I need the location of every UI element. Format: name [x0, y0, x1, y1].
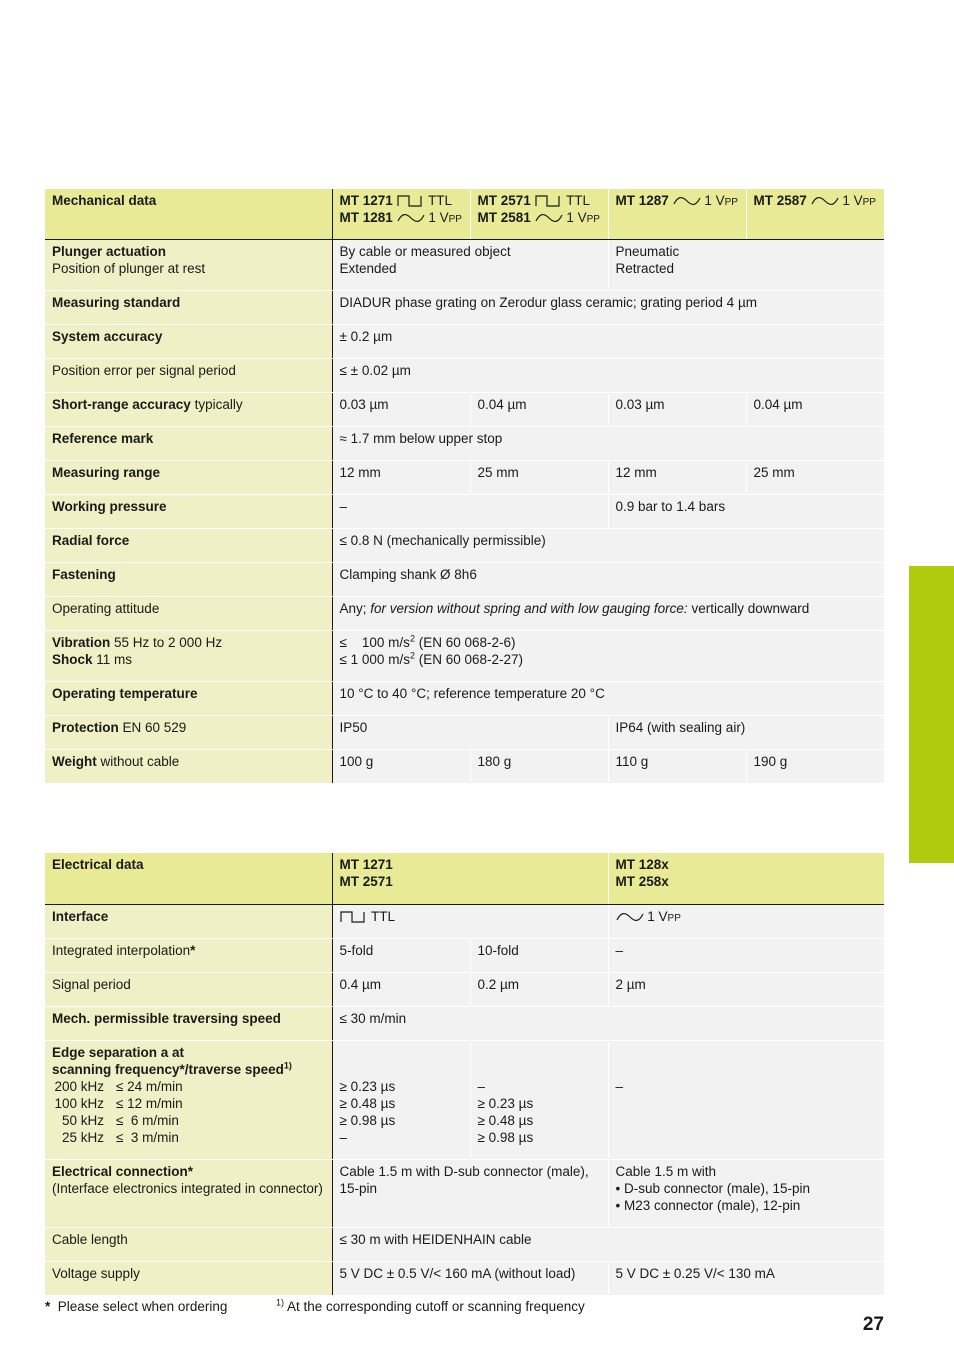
- value-signal-period-2: 0.2 µm: [470, 972, 608, 1006]
- ttl-square-wave-icon: [535, 195, 563, 207]
- row-measuring-range: [45, 460, 884, 494]
- label-cable-length: Cable length: [45, 1227, 332, 1261]
- value-vibration-shock: ≤ 100 $m/s^2$ (EN 60 068-2-6) ≤ 1 000 $m/s^2$ (EN 60 068-2-27): [332, 630, 884, 681]
- row-interface: [45, 904, 884, 938]
- value-interpolation-1: 5-fold: [332, 938, 470, 972]
- electrical-data-table: [45, 853, 884, 1296]
- value-measuring-range-1: 12 mm: [332, 460, 470, 494]
- row-reference-mark: [45, 426, 884, 460]
- label-protection: Protection EN 60 529: [45, 715, 332, 749]
- value-operating-attitude: Any; for version without spring and with low gauging force: vertically downward: [332, 596, 884, 630]
- footnote-1: $^{1)}$ At the corresponding cutoff or scanning frequency: [276, 1297, 585, 1314]
- label-system-accuracy: System accuracy: [45, 324, 332, 358]
- sine-wave-icon: [673, 195, 701, 207]
- mechanical-header-row: [45, 189, 884, 239]
- page-number: 27: [862, 1314, 884, 1335]
- mechanical-header-col2: MT 2571 TTL MT 2581 1 VPP: [470, 189, 608, 239]
- row-protection: [45, 715, 884, 749]
- row-cable-length: [45, 1227, 884, 1261]
- row-working-pressure: [45, 494, 884, 528]
- row-operating-temperature: [45, 681, 884, 715]
- value-measuring-range-3: 12 mm: [608, 460, 746, 494]
- row-position-error: [45, 358, 884, 392]
- mechanical-header-col4: MT 2587 1 VPP: [746, 189, 884, 239]
- value-weight-3: 110 g: [608, 749, 746, 783]
- mechanical-header-col1: MT 1271 TTL MT 1281 1 VPP: [332, 189, 470, 239]
- value-protection-2: IP64 (with sealing air): [608, 715, 884, 749]
- electrical-header-col2: MT 128x MT 258x: [608, 853, 884, 904]
- value-electrical-connection-2: Cable 1.5 m with • D-sub connector (male), 15-pin • M23 connector (male), 12-pin: [608, 1159, 884, 1227]
- value-reference-mark: ≈ 1.7 mm below upper stop: [332, 426, 884, 460]
- value-measuring-range-2: 25 mm: [470, 460, 608, 494]
- value-voltage-supply-2: 5 V DC ± 0.25 V/< 130 mA: [608, 1261, 884, 1295]
- label-reference-mark: Reference mark: [45, 426, 332, 460]
- label-radial-force: Radial force: [45, 528, 332, 562]
- value-fastening: Clamping shank Ø 8h6: [332, 562, 884, 596]
- ttl-square-wave-icon: [397, 195, 425, 207]
- value-operating-temperature: 10 °C to 40 °C; reference temperature 20 °C: [332, 681, 884, 715]
- value-interface-2: 1 VPP: [608, 904, 884, 938]
- value-radial-force: ≤ 0.8 N (mechanically permissible): [332, 528, 884, 562]
- electrical-header-label: Electrical data: [45, 853, 332, 904]
- sine-wave-icon: [811, 195, 839, 207]
- electrical-header-row: [45, 853, 884, 904]
- row-weight: [45, 749, 884, 783]
- value-working-pressure-1: –: [332, 494, 608, 528]
- value-traversing-speed: ≤ 30 m/min: [332, 1006, 884, 1040]
- mechanical-data-table: [45, 189, 884, 784]
- label-position-error: Position error per signal period: [45, 358, 332, 392]
- value-short-range-3: 0.03 µm: [608, 392, 746, 426]
- row-voltage-supply: [45, 1261, 884, 1295]
- value-edge-separation-2: – ≥ 0.23 µs ≥ 0.48 µs ≥ 0.98 µs: [470, 1040, 608, 1159]
- label-plunger-actuation: Plunger actuation Position of plunger at rest: [45, 239, 332, 290]
- value-working-pressure-2: 0.9 bar to 1.4 bars: [608, 494, 884, 528]
- value-short-range-1: 0.03 µm: [332, 392, 470, 426]
- label-weight: Weight without cable: [45, 749, 332, 783]
- row-signal-period: [45, 972, 884, 1006]
- value-interpolation-2: 10-fold: [470, 938, 608, 972]
- label-interface: Interface: [45, 904, 332, 938]
- label-integrated-interpolation: Integrated interpolation*: [45, 938, 332, 972]
- value-short-range-4: 0.04 µm: [746, 392, 884, 426]
- label-voltage-supply: Voltage supply: [45, 1261, 332, 1295]
- value-electrical-connection-1: Cable 1.5 m with D-sub connector (male), 15-pin: [332, 1159, 608, 1227]
- label-working-pressure: Working pressure: [45, 494, 332, 528]
- value-cable-length: ≤ 30 m with HEIDENHAIN cable: [332, 1227, 884, 1261]
- row-vibration-shock: [45, 630, 884, 681]
- value-edge-separation-3: –: [608, 1040, 884, 1159]
- row-traversing-speed: [45, 1006, 884, 1040]
- row-plunger-actuation: [45, 239, 884, 290]
- sine-wave-icon: [397, 212, 425, 224]
- row-short-range-accuracy: [45, 392, 884, 426]
- sine-wave-icon: [535, 212, 563, 224]
- label-electrical-connection: Electrical connection* (Interface electronics integrated in connector): [45, 1159, 332, 1227]
- sine-wave-icon: [616, 911, 644, 923]
- value-measuring-standard: DIADUR phase grating on Zerodur glass ceramic; grating period 4 µm: [332, 290, 884, 324]
- value-system-accuracy: ± 0.2 µm: [332, 324, 884, 358]
- row-edge-separation: [45, 1040, 884, 1159]
- mechanical-header-col3: MT 1287 1 VPP: [608, 189, 746, 239]
- value-plunger-1: By cable or measured object Extended: [332, 239, 608, 290]
- edge-row-4: 25 kHz ≤ 3 m/min: [61, 1129, 179, 1145]
- row-electrical-connection: [45, 1159, 884, 1227]
- label-short-range-accuracy: Short-range accuracy typically: [45, 392, 332, 426]
- label-operating-attitude: Operating attitude: [45, 596, 332, 630]
- value-weight-2: 180 g: [470, 749, 608, 783]
- edge-row-2: 100 kHz ≤ 12 m/min: [54, 1095, 183, 1111]
- value-signal-period-1: 0.4 µm: [332, 972, 470, 1006]
- value-edge-separation-1: ≥ 0.23 µs ≥ 0.48 µs ≥ 0.98 µs –: [332, 1040, 470, 1159]
- row-measuring-standard: [45, 290, 884, 324]
- row-radial-force: [45, 528, 884, 562]
- ttl-square-wave-icon: [340, 911, 368, 923]
- edge-row-1: 200 kHz ≤ 24 m/min: [54, 1078, 183, 1094]
- value-weight-4: 190 g: [746, 749, 884, 783]
- label-vibration-shock: Vibration 55 Hz to 2 000 Hz Shock 11 ms: [45, 630, 332, 681]
- label-measuring-range: Measuring range: [45, 460, 332, 494]
- value-signal-period-3: 2 µm: [608, 972, 884, 1006]
- value-plunger-2: Pneumatic Retracted: [608, 239, 884, 290]
- section-tab: [909, 566, 954, 863]
- row-fastening: [45, 562, 884, 596]
- value-measuring-range-4: 25 mm: [746, 460, 884, 494]
- mechanical-header-label: Mechanical data: [45, 189, 332, 239]
- edge-row-3: 50 kHz ≤ 6 m/min: [61, 1112, 179, 1128]
- value-protection-1: IP50: [332, 715, 608, 749]
- value-short-range-2: 0.04 µm: [470, 392, 608, 426]
- row-system-accuracy: [45, 324, 884, 358]
- value-voltage-supply-1: 5 V DC ± 0.5 V/< 160 mA (without load): [332, 1261, 608, 1295]
- value-position-error: ≤ ± 0.02 µm: [332, 358, 884, 392]
- value-interpolation-3: –: [608, 938, 884, 972]
- label-signal-period: Signal period: [45, 972, 332, 1006]
- row-operating-attitude: [45, 596, 884, 630]
- footnote-star: * Please select when ordering: [45, 1299, 228, 1314]
- value-weight-1: 100 g: [332, 749, 470, 783]
- row-integrated-interpolation: [45, 938, 884, 972]
- label-fastening: Fastening: [45, 562, 332, 596]
- label-operating-temperature: Operating temperature: [45, 681, 332, 715]
- label-edge-separation: Edge separation a at scanning frequency*/traverse speed$^{1)}$ 200 kHz ≤ 24 m/min 100 kHz ≤ 12 m/min 50 kHz ≤ 6 m/min 25 kHz ≤ 3 m/min: [45, 1040, 332, 1159]
- label-measuring-standard: Measuring standard: [45, 290, 332, 324]
- electrical-header-col1: MT 1271 MT 2571: [332, 853, 608, 904]
- label-traversing-speed: Mech. permissible traversing speed: [45, 1006, 332, 1040]
- value-interface-1: TTL: [332, 904, 608, 938]
